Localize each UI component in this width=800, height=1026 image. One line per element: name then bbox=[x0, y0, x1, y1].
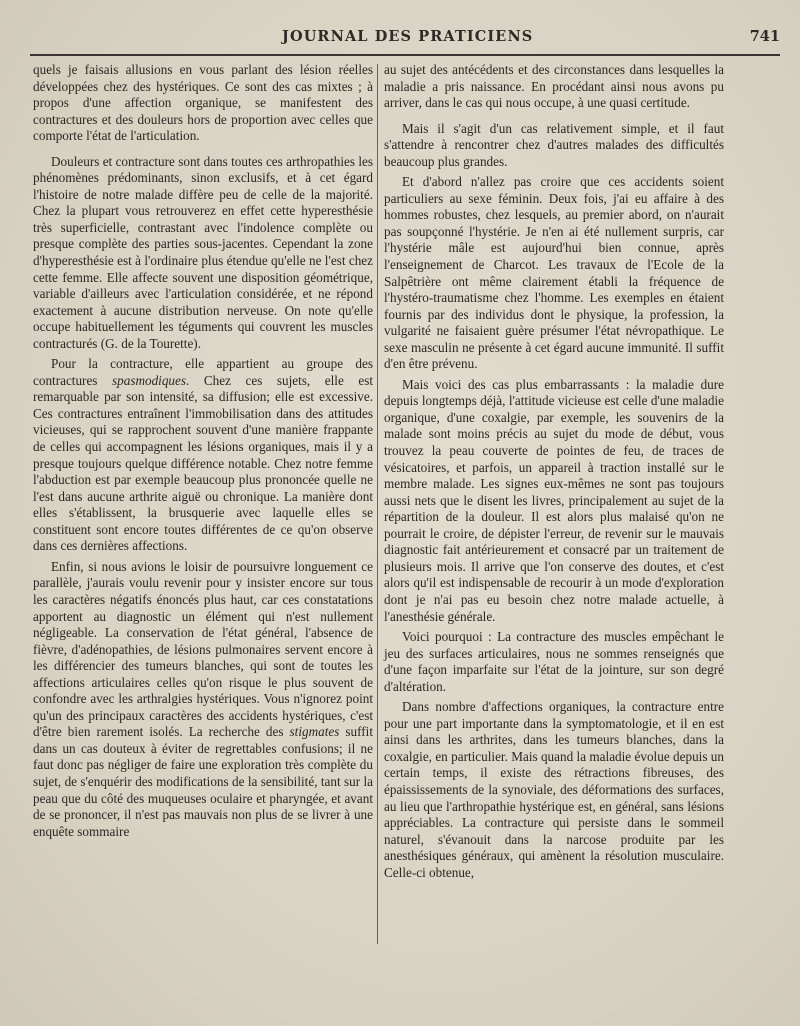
column-divider bbox=[377, 64, 378, 944]
paragraph-text: Enfin, si nous avions le loisir de poursuivre longuement ce parallèle, j'aurais voulu revenir pour y insister encore sur tous les caractères négatifs énoncés plus haut, car ces constatations apportent au diagnostic un élément qui n'est nullement négligeable. La conservation de l'état général, l'absence de fièvre, d'adénopathies, de lésions pulmonaires servent encore à les différencier des tumeurs blanches, qui sont de toutes les affections articulaires celles qu'on risque le plus souvent de confondre avec les arthralgies hystériques. Vous n'ignorez point qu'un des principaux caractères des accidents hystériques, c'est d'être bien rarement isolés. La recherche des bbox=[33, 558, 373, 740]
paragraph: Mais il s'agit d'un cas relativement simple, et il faut s'attendre à rencontrer chez d'autres malades des difficultés beaucoup plus grandes. bbox=[384, 120, 724, 169]
paragraph: quels je faisais allusions en vous parlant des lésion réelles développées chez des hystériques. Ce sont des cas mixtes ; à propos d'une affection organique, se manifestent des contractures et des douleurs hors de proportion avec celles que comporte l'état de l'articulation. bbox=[33, 62, 373, 144]
header-rule bbox=[30, 54, 780, 56]
paragraph: Dans nombre d'affections organiques, la contracture entre pour une part importante dans la symptomatologie, et il en est ainsi dans les arthrites, dans les tumeurs blanches, dans la coxalgie, en particulier. Mais quand la maladie évolue depuis un certain temps, il existe des rétractions fibreuses, des épaississements de la synoviale, des déformations des surfaces, au lieu que l'arthropathie hystérique est, en général, sans lésions appréciables. La contracture qui persiste dans le sommeil naturel, s'évanouit dans la narcose produite par les anesthésiques généraux, qui amènent la résolution musculaire. Celle-ci obtenue, bbox=[384, 699, 724, 880]
right-column bbox=[384, 62, 724, 881]
paragraph: au sujet des antécédents et des circonstances dans lesquelles la maladie a pris naissance. En procédant ainsi nous avons pu arriver, dans le cas qui nous occupe, à une quasi certitude. bbox=[384, 62, 724, 111]
paragraph bbox=[33, 559, 373, 840]
journal-title: JOURNAL DES PRATICIENS bbox=[282, 28, 534, 45]
paragraph: Mais voici des cas plus embarrassants : la maladie dure depuis longtemps déjà, l'attitude vicieuse est celle d'une maladie organique, d'une coxalgie, par exemple, les souvenirs de la malade sont moins précis au sujet du mode de début, vous trouvez la peau couverte de pointes de feu, de traces de vésicatoires, et parfois, un appareil à traction installé sur le membre malade. Les signes eux-mêmes ne sont pas toujours aussi nets que le disent les livres, principalement au sujet de la répartition de la douleur. Il est alors plus malaisé qu'on ne pourrait le croire, de dépister l'erreur, de revenir sur le mauvais diagnostic fait antérieurement et consacré par un traitement de plusieurs mois. Il arrive que l'on conserve des doutes, et c'est alors qu'il est indispensable de recourir à un mode d'exploration dont je n'ai pas eu besoin chez notre malade actuelle, à l'anesthésie générale. bbox=[384, 376, 724, 624]
paragraph-text: Pour la contracture, elle appartient au groupe des contractures bbox=[33, 356, 373, 388]
paragraph-text: . Chez ces sujets, elle est remarquable par son intensité, sa diffusion; elle est excessive. Ces contractures entraînent l'immobilisation dans des attitudes vicieuses, qui se rapprochent souvent d'une manière frappante de celles qui accompagnent les lésions organiques, mais il y a presque toujours quelque différence notable. Chez notre femme l'abduction est par exemple beaucoup plus prononcée quelle ne l'est dans aucune arthrite aiguë ou chronique. La manière dont elles s'établissent, la brusquerie avec laquelle elles se constituent sont encore toutes différentes de ce qu'on observe dans ces dernières affections. bbox=[33, 372, 373, 554]
paragraph: Et d'abord n'allez pas croire que ces accidents soient particuliers au sexe féminin. Deux fois, j'ai eu affaire à des hommes robustes, chez lesquels, au premier abord, on n'aurait pas soupçonné l'hystérie. Je n'en ai été nullement surpris, car l'hystérie mâle est aujourd'hui bien connue, après l'enseignement de Charcot. Les travaux de l'Ecole de la Salpêtrière ont même clairement établi la fréquence de l'hystéro-traumatisme chez l'homme. Les exemples en étaient fournis par des individus dont le physique, la profession, la vulgarité ne faisaient guère présumer l'état névropathique. Le sexe masculin ne présente à cet égard aucune immunité. Il suffit d'en être prévenu. bbox=[384, 174, 724, 372]
paragraph bbox=[33, 356, 373, 555]
left-column bbox=[33, 62, 373, 840]
italic-term: spasmodiques bbox=[112, 372, 186, 388]
page-header bbox=[30, 28, 780, 50]
italic-term: stigmates bbox=[289, 724, 340, 740]
paragraph: Douleurs et contracture sont dans toutes ces arthropathies les phénomènes prédominants, sinon exclusifs, et à cet égard l'histoire de notre malade diffère peu de celle de la majorité. Chez la plupart vous retrouverez en effet cette hyperesthésie très superficielle, contrastant avec l'indolence complète ou presque complète des parties sous-jacentes. Cependant la zone d'hyperesthésie est à l'ordinaire plus étendue qu'elle ne l'est chez cette femme. Elle affecte souvent une disposition géométrique, variable d'ailleurs avec l'articulation considérée, et ne répond exactement à aucune distribution nerveuse. On note qu'elle occupe habituellement les téguments qui couvrent les muscles contracturés (G. de la Tourette). bbox=[33, 153, 373, 351]
page-number: 741 bbox=[749, 28, 780, 45]
paragraph-text: suffit dans un cas douteux à éviter de regrettables confusions; il ne faut donc pas négliger de faire une exploration très complète du sujet, de s'enquérir des modifications de la sensibilité, tant sur la peau que du côté des muqueuses oculaire et pharyngée, et avant de se prononcer, il n'est pas mauvais non plus de se livrer à une enquête sommaire bbox=[33, 724, 373, 839]
paragraph: Voici pourquoi : La contracture des muscles empêchant le jeu des surfaces articulaires, nous ne sommes renseignés que d'une façon imparfaite sur l'état de la jointure, sur son degré d'altération. bbox=[384, 629, 724, 694]
